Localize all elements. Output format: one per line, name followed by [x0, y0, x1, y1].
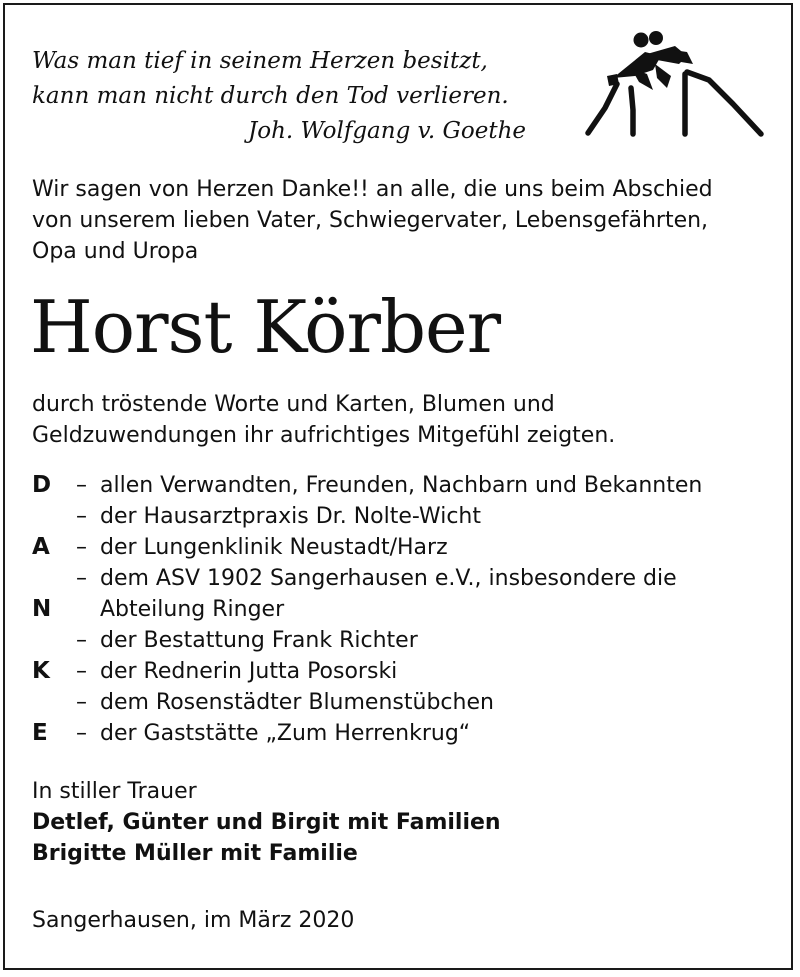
list-item-text: der Gaststätte „Zum Herrenkrug“ [100, 721, 471, 746]
danke-list [32, 470, 792, 749]
list-item [32, 656, 792, 687]
mourners-line-1: Detlef, Günter und Birgit mit Familien [32, 810, 501, 835]
danke-letter: A [32, 534, 50, 560]
list-dash: – [76, 473, 87, 498]
mourners-signature [32, 776, 772, 869]
description-line-2: Geldzuwendungen ihr aufrichtiges Mitgefühl zeigten. [32, 423, 616, 448]
list-item-text: der Lungenklinik Neustadt/Harz [100, 535, 448, 560]
intro-line-3: Opa und Uropa [32, 239, 199, 264]
list-dash: – [76, 628, 87, 653]
intro-line-2: von unserem lieben Vater, Schwiegervater, Lebensgefährten, [32, 208, 709, 233]
list-item [32, 625, 792, 656]
list-item [32, 687, 792, 718]
intro-line-1: Wir sagen von Herzen Danke!! an alle, die uns beim Abschied [32, 177, 713, 202]
closing-intro: In stiller Trauer [32, 779, 197, 804]
list-item [32, 594, 792, 625]
description-line-1: durch tröstende Worte und Karten, Blumen und [32, 392, 555, 417]
thank-you-intro [32, 174, 782, 267]
list-item [32, 470, 792, 501]
list-item [32, 718, 792, 749]
list-item-text: dem ASV 1902 Sangerhausen e.V., insbesondere die [100, 566, 677, 591]
danke-letter: E [32, 720, 48, 746]
list-dash: – [76, 659, 87, 684]
list-item-text: allen Verwandten, Freunden, Nachbarn und Bekannten [100, 473, 703, 498]
wrestlers-icon [583, 30, 768, 142]
quote-author: Joh. Wolfgang v. Goethe [248, 118, 526, 144]
mourners-line-2: Brigitte Müller mit Familie [32, 841, 358, 866]
deceased-name: Horst Körber [30, 285, 501, 369]
list-item-text: der Rednerin Jutta Posorski [100, 659, 398, 684]
danke-letter: D [32, 472, 52, 498]
list-item-text: der Hausarztpraxis Dr. Nolte-Wicht [100, 504, 481, 529]
quote-line-2: kann man nicht durch den Tod verlieren. [32, 83, 509, 109]
place-date: Sangerhausen, im März 2020 [32, 908, 355, 933]
danke-letter: K [32, 658, 50, 684]
list-dash: – [76, 535, 87, 560]
list-dash: – [76, 721, 87, 746]
list-item [32, 532, 792, 563]
list-item [32, 563, 792, 594]
list-dash: – [76, 690, 87, 715]
danke-letter: N [32, 596, 52, 622]
goethe-quote [32, 44, 532, 149]
quote-line-1: Was man tief in seinem Herzen besitzt, [32, 48, 488, 74]
list-item [32, 501, 792, 532]
condolence-description [32, 389, 782, 451]
list-item-text: dem Rosenstädter Blumenstübchen [100, 690, 494, 715]
list-item-text: der Bestattung Frank Richter [100, 628, 418, 653]
list-dash: – [76, 504, 87, 529]
list-item-text: Abteilung Ringer [100, 597, 285, 622]
list-dash: – [76, 566, 87, 591]
